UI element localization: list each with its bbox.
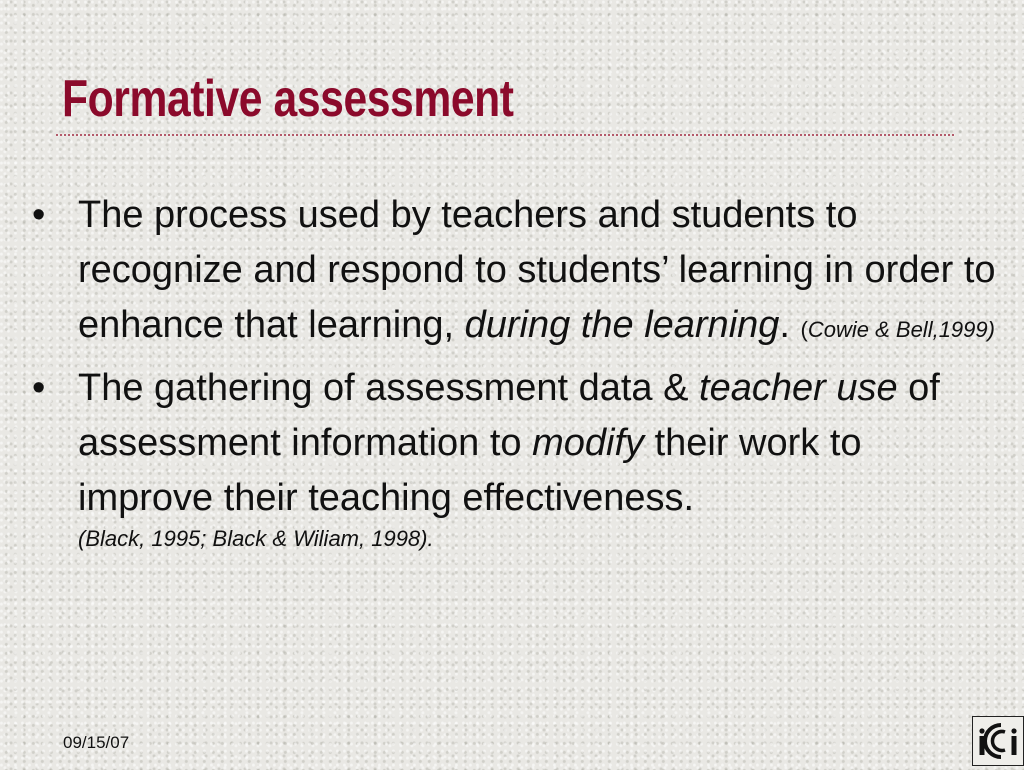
icci-logo-icon	[972, 716, 1024, 766]
bullet-2-emphasis: teacher use	[699, 367, 898, 409]
bullet-2-emphasis-modify: modify	[532, 422, 645, 464]
bullet-1-text: The process used by teachers and students to recognize and respond to students’ learning in order to enhance that learning,	[78, 194, 996, 346]
bullet-1-citation: Cowie & Bell,1999)	[807, 317, 995, 342]
bullet-marker: •	[32, 194, 46, 236]
bullet-1-emphasis: during the learning	[464, 304, 780, 346]
bullet-1-citation-paren: (	[800, 317, 808, 342]
bullet-2-citation: (Black, 1995; Black & Wiliam, 1998).	[78, 526, 434, 551]
bullet-2-text-end: their work to improve their teaching effectiveness.	[78, 422, 862, 519]
slide-date: 09/15/07	[63, 733, 130, 752]
bullet-list	[30, 188, 1005, 558]
slide-title: Formative assessment	[62, 70, 514, 128]
bullet-1-period: .	[779, 304, 801, 346]
bullet-item-2	[30, 361, 1005, 554]
title-divider	[56, 134, 954, 136]
bullet-marker: •	[32, 367, 46, 409]
bullet-item-1	[30, 188, 1005, 357]
bullet-2-text: The gathering of assessment data &	[78, 367, 700, 409]
bullet-2-text-middle: of assessment information to	[78, 367, 940, 464]
